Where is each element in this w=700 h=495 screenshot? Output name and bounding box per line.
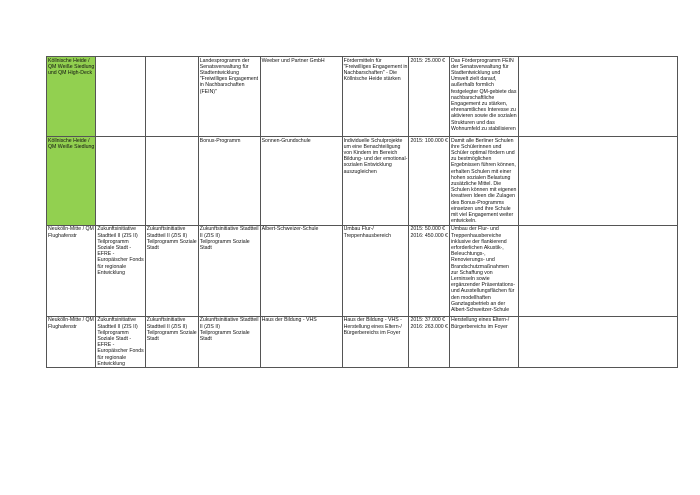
cell-text-line: Albert-Schweizer-Schule bbox=[261, 226, 319, 233]
table-cell bbox=[342, 316, 409, 368]
cell-text-line: EFRE - bbox=[97, 251, 115, 258]
cell-text-line: Umwelt zielt darauf, bbox=[450, 76, 497, 83]
cell-text-line: 2016: 450.000 € bbox=[410, 232, 448, 239]
cell-text-line: Neukölln-Mitte / QM bbox=[48, 226, 94, 233]
cell-text-line: Stadtteil II (ZIS II) bbox=[146, 323, 188, 330]
cell-text-line: Stadtentwicklung bbox=[199, 69, 239, 76]
cell-text-line: Zukunftsinitiative bbox=[146, 317, 186, 324]
cell-text-line: von Kindern im Bereich bbox=[343, 149, 398, 156]
cell-text-line: Teilprogramm Soziale bbox=[199, 329, 250, 336]
table-cell bbox=[145, 137, 198, 226]
table-body bbox=[47, 57, 678, 368]
cell-text-line: um eine Benachteiligung bbox=[343, 143, 401, 150]
cell-text-line: Entwicklung bbox=[97, 360, 126, 367]
cell-text-line: II (ZIS II) bbox=[199, 323, 220, 330]
cell-text-line: ihre Schülerinnen und bbox=[450, 143, 502, 150]
cell-text-line: Bonus-Programm bbox=[199, 137, 241, 144]
cell-text-line: Damit alle Berliner Schulen bbox=[450, 137, 514, 144]
cell-text-line: des Bonus-Programms bbox=[450, 199, 505, 206]
cell-text-line: Engagement zu stärken, bbox=[450, 100, 508, 107]
cell-text-line: für regionale bbox=[97, 354, 127, 361]
cell-text-line: einsetzen und ihre Schule bbox=[450, 205, 511, 212]
cell-text-line: Flughafenstr bbox=[48, 323, 77, 330]
cell-text-line: 2015: 100.000 € bbox=[410, 137, 448, 144]
table-cell bbox=[518, 225, 677, 316]
table-row bbox=[47, 137, 678, 226]
table-cell bbox=[409, 137, 450, 226]
cell-text-line: Herstellung eines Eltern-/ bbox=[450, 317, 510, 324]
cell-text-line: Treppenhausbereich bbox=[343, 232, 391, 239]
cell-text-line: Bildung- und der emotional- bbox=[343, 156, 408, 163]
table-cell bbox=[47, 137, 96, 226]
cell-text-line: entwickeln. bbox=[450, 218, 477, 225]
table-cell bbox=[47, 57, 96, 137]
table-cell bbox=[342, 137, 409, 226]
cell-text-line: (FEIN)" bbox=[199, 88, 217, 95]
cell-text-line: Zukunftsinitiative Stadtteil bbox=[199, 226, 259, 233]
cell-text-line: 2015: 50.000 € bbox=[410, 226, 446, 233]
cell-text-line: erforderlichen Akustik-, bbox=[450, 244, 504, 251]
cell-text-line: 2015: 37.000 € bbox=[410, 317, 446, 324]
cell-text-line: der Senatsverwaltung für bbox=[450, 63, 509, 70]
cell-text-line: Umbau Flur-/ bbox=[343, 226, 374, 233]
table-row bbox=[47, 225, 678, 316]
cell-text-line: Teilprogramm bbox=[97, 329, 129, 336]
cell-text-line: Schulen können mit eigenen bbox=[450, 187, 517, 194]
cell-text-line: Soziale Stadt - bbox=[97, 244, 132, 251]
cell-text-line: Köllnische Heide stärken bbox=[343, 76, 401, 83]
cell-text-line: EFRE - bbox=[97, 342, 115, 349]
table-cell bbox=[342, 57, 409, 137]
table-cell bbox=[96, 225, 145, 316]
cell-text-line: Lerninseln sowie bbox=[450, 275, 490, 282]
cell-text-line: Herstellung eines Eltern-/ bbox=[343, 323, 402, 330]
cell-text-line: Umbau der Flur- und bbox=[450, 226, 499, 233]
table-cell bbox=[518, 316, 677, 368]
cell-text-line: Stadtteil II (ZIS II) bbox=[97, 232, 138, 239]
cell-text-line: Strukturen und das bbox=[450, 119, 495, 126]
funding-table bbox=[46, 56, 678, 368]
table-cell bbox=[449, 57, 518, 137]
cell-text-line: Das Förderprogramm FEIN bbox=[450, 57, 514, 64]
cell-text-line: inklusive der flankierend bbox=[450, 238, 507, 245]
cell-text-line: Landesprogramm der bbox=[199, 57, 250, 64]
cell-text-line: ergänzender Präsentations- bbox=[450, 282, 515, 289]
cell-text-line: mit viel Engagement weiter bbox=[450, 211, 514, 218]
cell-text-line: Haus der Bildung - VHS bbox=[261, 317, 317, 324]
table-row bbox=[47, 316, 678, 368]
cell-text-line: Zukunftsinitiative bbox=[146, 226, 186, 233]
table-cell bbox=[47, 316, 96, 368]
cell-text-line: nachbarschaftliche bbox=[450, 94, 495, 101]
table-cell bbox=[260, 316, 342, 368]
cell-text-line: Haus der Bildung - VHS - bbox=[343, 317, 402, 324]
cell-text-line: Zukunftsinitiative bbox=[97, 317, 136, 324]
cell-text-line: Ganztagsbetrieb an der bbox=[450, 300, 506, 307]
cell-text-line: Stadt bbox=[146, 335, 159, 342]
cell-text-line: Stadtteil II (ZIS II) bbox=[97, 323, 138, 330]
cell-text-line: erhalten Schulen mit einer bbox=[450, 168, 512, 175]
cell-text-line: Teilprogramm Soziale bbox=[199, 238, 250, 245]
table-cell bbox=[198, 57, 260, 137]
table-cell bbox=[198, 225, 260, 316]
cell-text-line: für regionale bbox=[97, 263, 127, 270]
cell-text-line: Neukölln-Mitte / QM bbox=[48, 317, 94, 324]
cell-text-line: 2015: 25.000 € bbox=[410, 57, 446, 64]
cell-text-line: ehrenamtliches Interesse zu bbox=[450, 107, 516, 114]
table-cell bbox=[342, 225, 409, 316]
table-cell bbox=[145, 316, 198, 368]
cell-text-line: Nachbarschaften" - Die bbox=[343, 69, 398, 76]
table-cell bbox=[518, 137, 677, 226]
table-cell bbox=[145, 225, 198, 316]
cell-text-line: den modellhaften bbox=[450, 294, 491, 301]
cell-text-line: Beleuchtungs-, bbox=[450, 251, 486, 258]
cell-text-line: Brandschutzmaßnahmen bbox=[450, 263, 509, 270]
cell-text-line: und Ausstellungsflächen für bbox=[450, 288, 515, 295]
cell-text-line: Köllnische Heide / bbox=[48, 137, 90, 144]
cell-text-line: Europäischer Fonds bbox=[97, 348, 144, 355]
cell-text-line: Stadtteil II (ZIS II) bbox=[146, 232, 188, 239]
cell-text-line: sozialen Entwicklung bbox=[343, 162, 392, 169]
cell-text-line: Stadtentwicklung und bbox=[450, 69, 501, 76]
table-cell bbox=[96, 137, 145, 226]
cell-text-line: Teilprogramm bbox=[97, 238, 129, 245]
cell-text-line: Stadt bbox=[199, 244, 212, 251]
cell-text-line: Schüler optimal fördern und bbox=[450, 149, 515, 156]
cell-text-line: zu bestmöglichen bbox=[450, 156, 492, 163]
cell-text-line: Albert-Schweitzer-Schule bbox=[450, 306, 510, 313]
cell-text-line: Teilprogramm Soziale bbox=[146, 238, 197, 245]
cell-text-line: Flughafenstr bbox=[48, 232, 77, 239]
table-cell bbox=[449, 225, 518, 316]
cell-text-line: festgelegter QM-gebiete das bbox=[450, 88, 517, 95]
cell-text-line: in Nachbarschaften bbox=[199, 82, 245, 89]
cell-text-line: Köllnische Heide / bbox=[48, 57, 90, 64]
cell-text-line: Treppenhausbereiche bbox=[450, 232, 502, 239]
table-row bbox=[47, 57, 678, 137]
table-cell bbox=[449, 137, 518, 226]
cell-text-line: Renovierungs- und bbox=[450, 257, 495, 264]
cell-text-line: Sonnen-Grundschule bbox=[261, 137, 311, 144]
cell-text-line: "Freiwilliges Engagement in bbox=[343, 63, 408, 70]
cell-text-line: Stadt bbox=[146, 244, 159, 251]
cell-text-line: Senatsverwaltung für bbox=[199, 63, 249, 70]
table-cell bbox=[409, 57, 450, 137]
cell-text-line: QM Weiße Siedlung bbox=[48, 143, 95, 150]
table-cell bbox=[145, 57, 198, 137]
cell-text-line: Soziale Stadt - bbox=[97, 335, 132, 342]
table-cell bbox=[409, 316, 450, 368]
table-cell bbox=[260, 137, 342, 226]
table-cell bbox=[260, 225, 342, 316]
table-cell bbox=[47, 225, 96, 316]
table-cell bbox=[198, 137, 260, 226]
table-cell bbox=[409, 225, 450, 316]
cell-text-line: hohen sozialen Belastung bbox=[450, 174, 511, 181]
cell-text-line: aktivieren sowie die sozialen bbox=[450, 113, 517, 120]
cell-text-line: Wohnumfeld zu stabilisieren bbox=[450, 125, 516, 132]
cell-text-line: außerhalb formlich bbox=[450, 82, 494, 89]
cell-text-line: Europäischer Fonds bbox=[97, 257, 144, 264]
cell-text-line: Bürgerbereichs im Foyer bbox=[343, 329, 401, 336]
cell-text-line: auszugleichen bbox=[343, 168, 377, 175]
cell-text-line: und QM High-Deck bbox=[48, 69, 93, 76]
cell-text-line: Stadt bbox=[199, 335, 212, 342]
cell-text-line: kreativen Ideen die Zulagen bbox=[450, 193, 515, 200]
cell-text-line: Bürgerbereichs im Foyer bbox=[450, 323, 508, 330]
table-cell bbox=[198, 316, 260, 368]
cell-text-line: zur Schaffung von bbox=[450, 269, 493, 276]
cell-text-line: 2016: 263.000 € bbox=[410, 323, 448, 330]
cell-text-line: Entwicklung bbox=[97, 269, 126, 276]
cell-text-line: Zukunftsinitiative Stadtteil bbox=[199, 317, 259, 324]
cell-text-line: QM Weiße Siedlung bbox=[48, 63, 95, 70]
cell-text-line: "Freiwilliges Engagement bbox=[199, 76, 259, 83]
table-cell bbox=[518, 57, 677, 137]
cell-text-line: Individuelle Schulprojekte bbox=[343, 137, 403, 144]
cell-text-line: II (ZIS II) bbox=[199, 232, 220, 239]
cell-text-line: Weeber und Partner GmbH bbox=[261, 57, 325, 64]
cell-text-line: Fördermitteln für bbox=[343, 57, 382, 64]
cell-text-line: Ergebnissen führen können, bbox=[450, 162, 516, 169]
cell-text-line: zusätzliche Mittel. Die bbox=[450, 180, 502, 187]
table-cell bbox=[449, 316, 518, 368]
cell-text-line: Teilprogramm Soziale bbox=[146, 329, 197, 336]
table-cell bbox=[96, 316, 145, 368]
table-cell bbox=[260, 57, 342, 137]
table-cell bbox=[96, 57, 145, 137]
cell-text-line: Zukunftsinitiative bbox=[97, 226, 136, 233]
